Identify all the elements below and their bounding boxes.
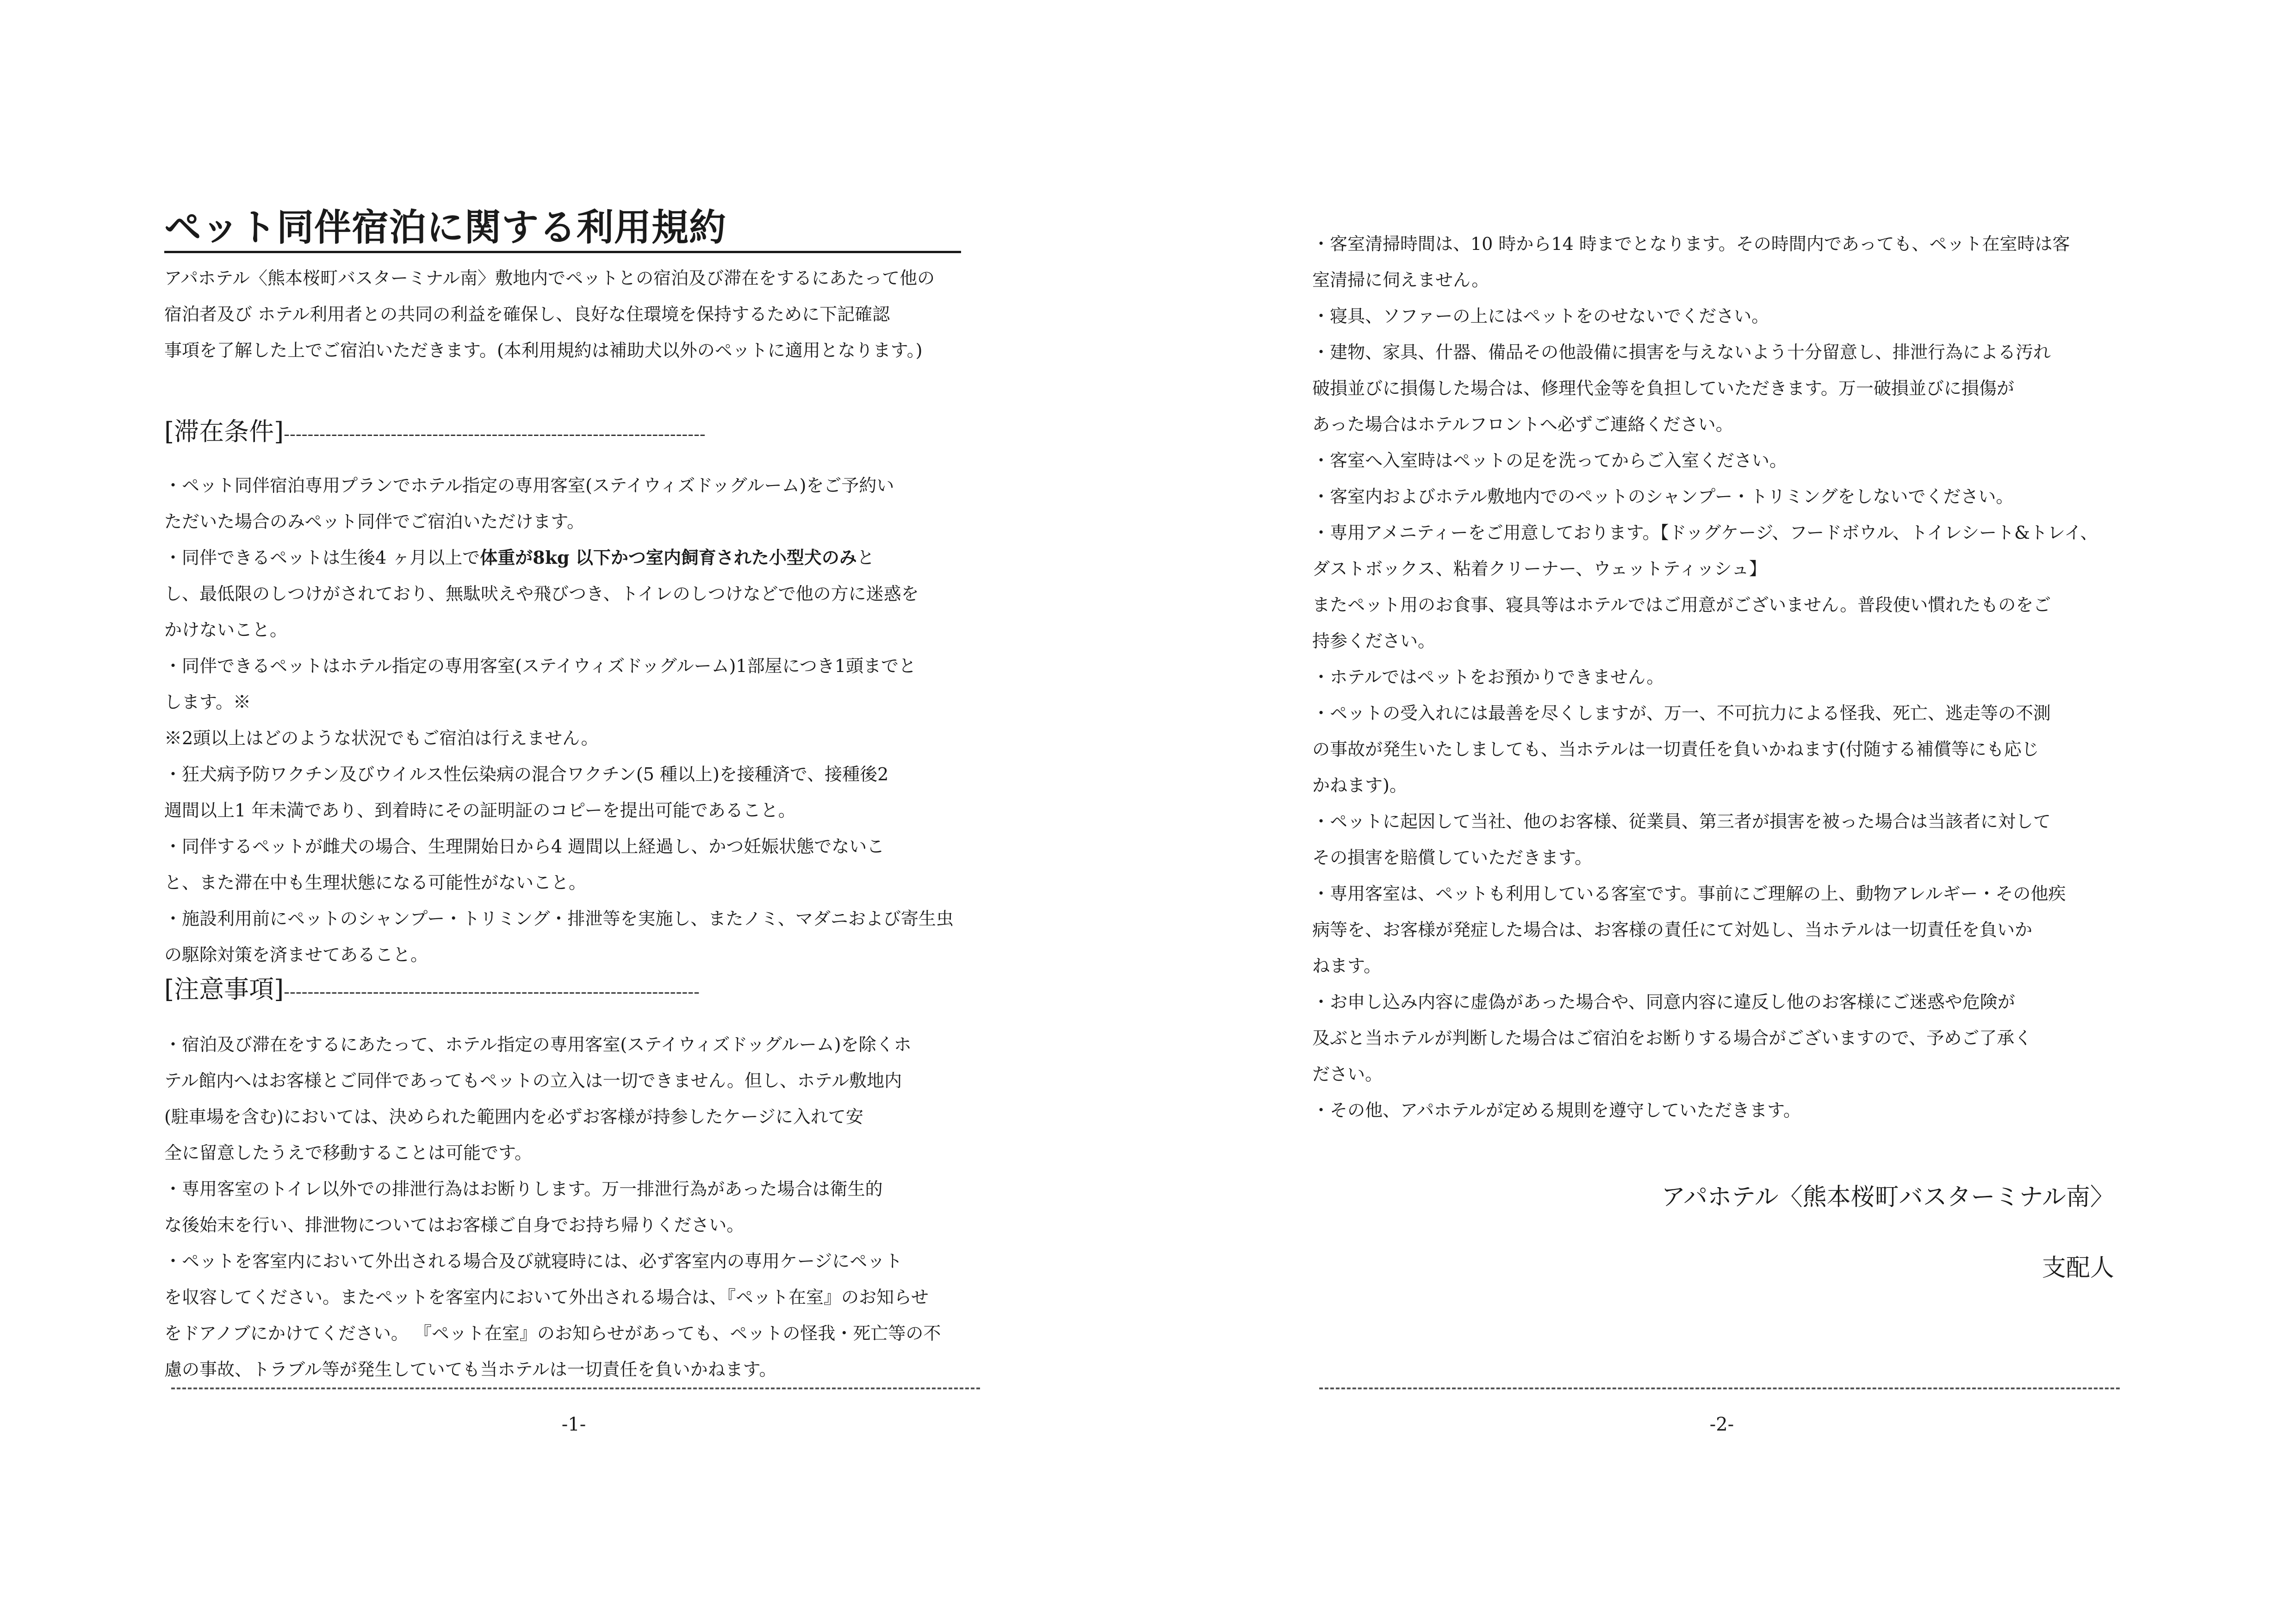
list-line: ・寝具、ソファーの上にはペットをのせないでください。 bbox=[1312, 306, 1769, 326]
footer-dashed-rule bbox=[171, 1388, 980, 1389]
list-line: ・客室内およびホテル敷地内でのペットのシャンプー・トリミングをしないでください。 bbox=[1312, 486, 2014, 507]
list-line: ・宿泊及び滞在をするにあたって、ホテル指定の専用客室(ステイウィズドッグルーム)を除くホ bbox=[164, 1034, 912, 1055]
heading-dashes: ----------------------------------------------------------------------- bbox=[284, 424, 706, 444]
notes-continued-list bbox=[1312, 226, 2145, 1128]
list-line: ダストボックス、粘着クリーナー、ウェットティッシュ】 bbox=[1312, 559, 1767, 579]
list-line: またペット用のお食事、寝具等はホテルではご用意がございません。普段使い慣れたものをご bbox=[1312, 595, 2051, 615]
notes-list bbox=[164, 1027, 988, 1388]
list-line: します。※ bbox=[164, 692, 251, 712]
footer-dashed-rule bbox=[1319, 1388, 2120, 1389]
list-line: 室清掃に伺えません。 bbox=[1312, 270, 1489, 290]
list-line: ・狂犬病予防ワクチン及びウイルス性伝染病の混合ワクチン(5 種以上)を接種済で、接種後2 bbox=[164, 764, 889, 784]
list-line: 病等を、お客様が発症した場合は、お客様の責任にて対処し、当ホテルは一切責任を負いか bbox=[1312, 920, 2033, 940]
list-line: ・専用客室のトイレ以外での排泄行為はお断りします。万一排泄行為があった場合は衛生的 bbox=[164, 1179, 883, 1199]
section-heading-stay-conditions bbox=[164, 416, 988, 450]
list-line: 週間以上1 年未満であり、到着時にその証明証のコピーを提出可能であること。 bbox=[164, 800, 796, 821]
list-line: 慮の事故、トラブル等が発生していても当ホテルは一切責任を負いかねます。 bbox=[164, 1359, 777, 1380]
list-line-text: ・同伴できるペットは生後4 ヶ月以上で bbox=[164, 548, 480, 568]
list-line: ・客室清掃時間は、10 時から14 時までとなります。その時間内であっても、ペット在室時は客 bbox=[1312, 234, 2070, 254]
list-line: の駆除対策を済ませてあること。 bbox=[164, 945, 428, 965]
list-line: 及ぶと当ホテルが判断した場合はご宿泊をお断りする場合がございますので、予めご了承く bbox=[1312, 1028, 2032, 1048]
list-line: をドアノブにかけてください。 『ペット在室』のお知らせがあっても、ペットの怪我・死亡等の不 bbox=[164, 1323, 941, 1344]
intro-line: 事項を了解した上でご宿泊いただきます。(本利用規約は補助犬以外のペットに適用となります。) bbox=[164, 340, 923, 361]
intro-line: アパホテル〈熊本桜町バスターミナル南〉敷地内でペットとの宿泊及び滞在をするにあたって他の bbox=[164, 268, 935, 288]
list-line: ・ペット同伴宿泊専用プランでホテル指定の専用客室(ステイウィズドッグルーム)をご予約い bbox=[164, 475, 894, 496]
section-heading-notes bbox=[164, 973, 988, 1008]
list-line: ただいた場合のみペット同伴でご宿泊いただけます。 bbox=[164, 511, 585, 532]
list-line: ・建物、家具、什器、備品その他設備に損害を与えないよう十分留意し、排泄行為による汚れ bbox=[1312, 342, 2051, 362]
list-line: 破損並びに損傷した場合は、修理代金等を負担していただきます。万一破損並びに損傷が bbox=[1312, 378, 2014, 398]
bold-weight-limit: 体重が8kg 以下かつ室内飼育された小型犬のみ bbox=[480, 547, 857, 568]
list-line: ・ホテルではペットをお預かりできません。 bbox=[1312, 667, 1664, 687]
signature-role: 支配人 bbox=[2042, 1254, 2114, 1282]
section-heading-label: [注意事項] bbox=[164, 975, 284, 1004]
page-number: -2- bbox=[1709, 1414, 1734, 1435]
list-line: ねます。 bbox=[1312, 956, 1381, 976]
list-line: ・専用客室は、ペットも利用している客室です。事前にご理解の上、動物アレルギー・その他疾 bbox=[1312, 884, 2066, 904]
intro-paragraph bbox=[164, 260, 988, 368]
list-line: ・同伴するペットが雌犬の場合、生理開始日から4 週間以上経過し、かつ妊娠状態でないこ bbox=[164, 836, 885, 857]
list-line-suffix: と bbox=[856, 548, 875, 568]
list-line: ださい。 bbox=[1312, 1064, 1383, 1084]
list-line: ・同伴できるペットはホテル指定の専用客室(ステイウィズドッグルーム)1部屋につき1頭までと bbox=[164, 656, 916, 676]
list-line: かけないこと。 bbox=[164, 620, 288, 640]
list-line bbox=[164, 540, 988, 576]
document-title: ペット同伴宿泊に関する利用規約 bbox=[164, 205, 961, 253]
list-line: あった場合はホテルフロントへ必ずご連絡ください。 bbox=[1312, 414, 1733, 435]
list-line: ※2頭以上はどのような状況でもご宿泊は行えません。 bbox=[164, 728, 599, 748]
list-line: を収容してください。またペットを客室内において外出される場合は、『ペット在室』のお知らせ bbox=[164, 1287, 929, 1307]
heading-dashes: ---------------------------------------------------------------------- bbox=[284, 982, 700, 1002]
list-line: ・ペットの受入れには最善を尽くしますが、万一、不可抗力による怪我、死亡、逃走等の不測 bbox=[1312, 703, 2051, 723]
page-number: -1- bbox=[561, 1414, 586, 1435]
list-line: な後始末を行い、排泄物についてはお客様ご自身でお持ち帰りください。 bbox=[164, 1215, 745, 1235]
list-line: その損害を賠償していただきます。 bbox=[1312, 847, 1592, 868]
list-line: ・専用アメニティーをご用意しております。【ドッグケージ、フードボウル、トイレシート&トレイ、 bbox=[1312, 523, 2098, 543]
page-2 bbox=[1148, 0, 2296, 1624]
list-line: ・ペットに起因して当社、他のお客様、従業員、第三者が損害を被った場合は当該者に対して bbox=[1312, 811, 2051, 832]
section-heading-label: [滞在条件] bbox=[164, 417, 284, 446]
list-line: し、最低限のしつけがされており、無駄吠えや飛びつき、トイレのしつけなどで他の方に迷惑を bbox=[164, 584, 919, 604]
list-line: テル館内へはお客様とご同伴であってもペットの立入は一切できません。但し、ホテル敷地内 bbox=[164, 1070, 902, 1091]
list-line: 持参ください。 bbox=[1312, 631, 1436, 651]
list-line: ・客室へ入室時はペットの足を洗ってからご入室ください。 bbox=[1312, 450, 1787, 471]
list-line: 全に留意したうえで移動することは可能です。 bbox=[164, 1143, 532, 1163]
intro-line: 宿泊者及び ホテル利用者との共同の利益を確保し、良好な住環境を保持するために下記確認 bbox=[164, 304, 890, 324]
list-line: かねます)。 bbox=[1312, 775, 1407, 796]
signature-hotel-name: アパホテル〈熊本桜町バスターミナル南〉 bbox=[1661, 1183, 2114, 1211]
list-line: の事故が発生いたしましても、当ホテルは一切責任を負いかねます(付随する補償等にも応じ bbox=[1312, 739, 2039, 759]
list-line: (駐車場を含む)においては、決められた範囲内を必ずお客様が持参したケージに入れて安 bbox=[164, 1107, 863, 1127]
list-line: ・ペットを客室内において外出される場合及び就寝時には、必ず客室内の専用ケージにペット bbox=[164, 1251, 903, 1271]
list-line: ・その他、アパホテルが定める規則を遵守していただきます。 bbox=[1312, 1100, 1801, 1120]
stay-conditions-list bbox=[164, 467, 988, 973]
list-line: ・お申し込み内容に虚偽があった場合や、同意内容に違反し他のお客様にご迷惑や危険が bbox=[1312, 992, 2015, 1012]
list-line: ・施設利用前にペットのシャンプー・トリミング・排泄等を実施し、またノミ、マダニおよび寄生虫 bbox=[164, 908, 954, 929]
list-line: と、また滞在中も生理状態になる可能性がないこと。 bbox=[164, 872, 587, 893]
